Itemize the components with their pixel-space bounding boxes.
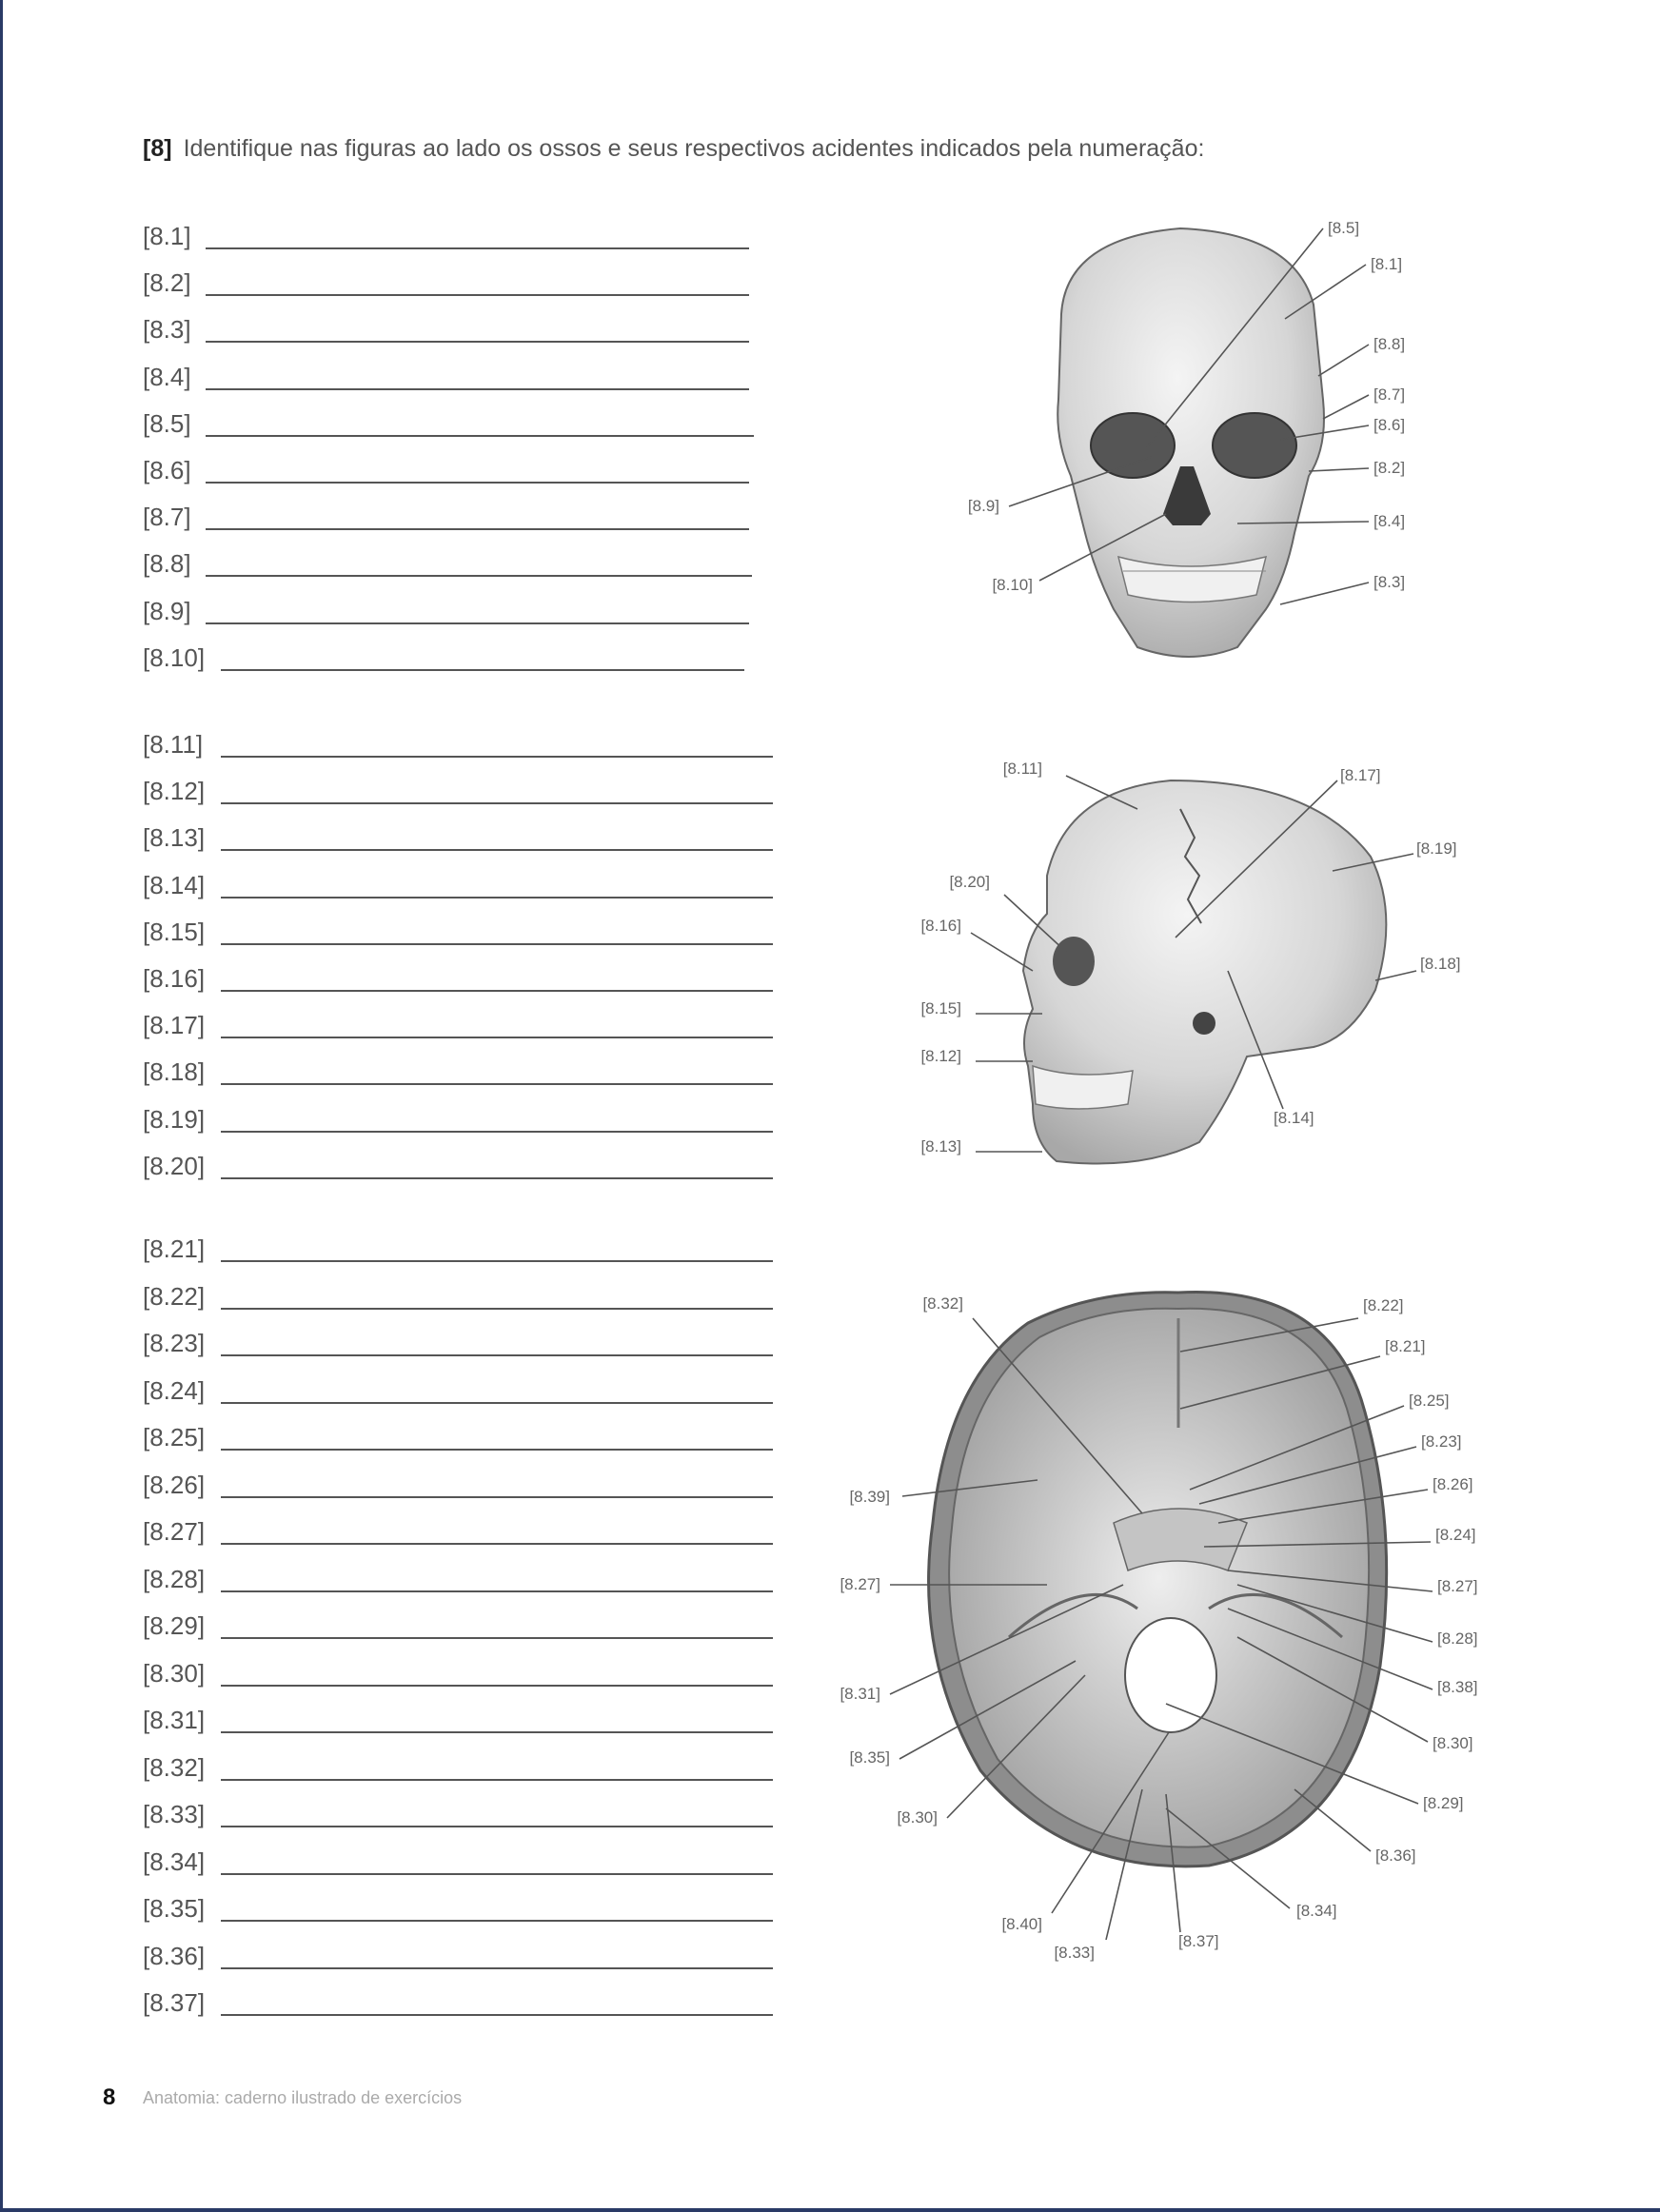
figure-callout-label: [8.37] [1178, 1932, 1219, 1950]
foramen-magnum [1125, 1618, 1216, 1732]
answer-label: [8.24] [143, 1375, 206, 1405]
leader-line [1375, 971, 1416, 980]
answer-label: [8.12] [143, 777, 206, 806]
answer-label: [8.33] [143, 1800, 206, 1828]
answer-label: [8.18] [143, 1057, 206, 1087]
answer-label: [8.21] [143, 1234, 206, 1263]
right-orbit [1213, 413, 1296, 478]
answer-label: [8.35] [143, 1894, 206, 1923]
figure-callout-label: [8.15] [920, 999, 961, 1017]
figure-callout-label: [8.20] [949, 873, 990, 891]
answer-label: [8.9] [143, 596, 191, 625]
figure-callout-label: [8.31] [840, 1685, 880, 1703]
figure-callout-label: [8.18] [1420, 955, 1461, 973]
question-number: [8] [143, 135, 172, 162]
answer-label: [8.3] [143, 315, 191, 345]
answer-label: [8.36] [143, 1941, 206, 1970]
figure-callout-label: [8.39] [849, 1488, 890, 1506]
figure-callout-label: [8.22] [1363, 1296, 1404, 1314]
answer-label: [8.22] [143, 1281, 206, 1311]
answer-label: [8.29] [143, 1611, 206, 1640]
answer-label: [8.6] [143, 456, 191, 484]
figure-callout-label: [8.36] [1375, 1847, 1416, 1865]
figure-callout-label: [8.30] [1433, 1734, 1473, 1752]
leader-line [1323, 395, 1369, 419]
answer-label: [8.17] [143, 1011, 206, 1040]
leader-line [1309, 468, 1369, 471]
figure-callout-label: [8.29] [1423, 1794, 1464, 1812]
answer-label: [8.15] [143, 917, 206, 946]
figure-callout-label: [8.3] [1373, 573, 1406, 591]
figure-callout-label: [8.10] [992, 576, 1033, 594]
answer-label: [8.11] [143, 730, 204, 759]
answer-label: [8.28] [143, 1564, 206, 1593]
figure-callout-label: [8.23] [1421, 1432, 1462, 1451]
figure-callout-label: [8.14] [1274, 1109, 1314, 1127]
figure-callout-label: [8.1] [1371, 255, 1403, 273]
answer-label: [8.23] [143, 1329, 206, 1357]
figure-callout-label: [8.33] [1054, 1944, 1095, 1962]
figure-callout-label: [8.12] [920, 1047, 961, 1065]
figure-callout-label: [8.7] [1373, 385, 1406, 404]
answer-label: [8.37] [143, 1988, 206, 2017]
answer-label: [8.25] [143, 1423, 206, 1452]
footer-page-number: 8 [103, 2084, 116, 2110]
figure-callout-label: [8.38] [1437, 1678, 1478, 1696]
answer-label: [8.2] [143, 268, 191, 298]
figure-callout-label: [8.4] [1373, 512, 1406, 530]
figure-callout-label: [8.34] [1296, 1902, 1337, 1920]
sella-region [1114, 1509, 1247, 1570]
skull-lateral-view [1023, 780, 1386, 1164]
figure-callout-label: [8.19] [1416, 839, 1457, 858]
answer-label: [8.5] [143, 408, 191, 438]
figure-callout-label: [8.26] [1433, 1475, 1473, 1493]
figure-callout-label: [8.21] [1385, 1337, 1426, 1355]
figure-callout-label: [8.27] [840, 1575, 880, 1593]
answer-label: [8.26] [143, 1470, 206, 1499]
figure-callout-label: [8.2] [1373, 459, 1406, 477]
question-text: Identifique nas figuras ao lado os ossos e seus respectivos acidentes indicados pela numeração: [183, 135, 1205, 162]
figure-callout-label: [8.6] [1373, 416, 1406, 434]
answer-label: [8.14] [143, 870, 206, 899]
answer-label: [8.1] [143, 222, 191, 250]
answer-label: [8.20] [143, 1151, 206, 1180]
skull-anterior-view [1057, 228, 1324, 657]
figure-callout-label: [8.28] [1437, 1629, 1478, 1648]
leader-line [971, 933, 1033, 971]
figure-callout-label: [8.9] [967, 497, 999, 515]
leader-line [1280, 583, 1369, 604]
answer-label: [8.8] [143, 549, 191, 579]
figure-callout-label: [8.30] [897, 1808, 938, 1827]
figure-callout-label: [8.16] [920, 917, 961, 935]
figure-callout-label: [8.27] [1437, 1577, 1478, 1595]
external-acoustic-meatus [1193, 1012, 1215, 1035]
answer-label: [8.13] [143, 823, 206, 853]
figure-callout-label: [8.5] [1328, 219, 1360, 237]
answer-label: [8.4] [143, 362, 191, 391]
figure-callout-label: [8.24] [1435, 1526, 1476, 1544]
answer-label: [8.27] [143, 1517, 206, 1546]
answer-label: [8.31] [143, 1706, 206, 1734]
leader-line [1318, 345, 1369, 376]
figure-callout-label: [8.11] [1002, 760, 1042, 778]
figure-callout-label: [8.25] [1409, 1392, 1450, 1410]
figure-callout-label: [8.35] [849, 1748, 890, 1767]
figure-callout-label: [8.8] [1373, 335, 1406, 353]
answer-label: [8.10] [143, 642, 206, 672]
answer-label: [8.7] [143, 503, 191, 532]
figure-callout-label: [8.13] [920, 1137, 961, 1155]
answer-label: [8.32] [143, 1752, 206, 1782]
footer-book-title: Anatomia: caderno ilustrado de exercícios [143, 2088, 463, 2107]
figure-callout-label: [8.32] [922, 1294, 963, 1313]
figure-callout-label: [8.17] [1340, 766, 1381, 784]
answer-label: [8.19] [143, 1104, 206, 1134]
left-orbit [1091, 413, 1175, 478]
answer-label: [8.34] [143, 1847, 206, 1876]
answer-label: [8.30] [143, 1658, 206, 1688]
answer-label: [8.16] [143, 964, 206, 993]
figure-callout-label: [8.40] [1001, 1915, 1042, 1933]
lateral-orbit [1053, 937, 1095, 986]
